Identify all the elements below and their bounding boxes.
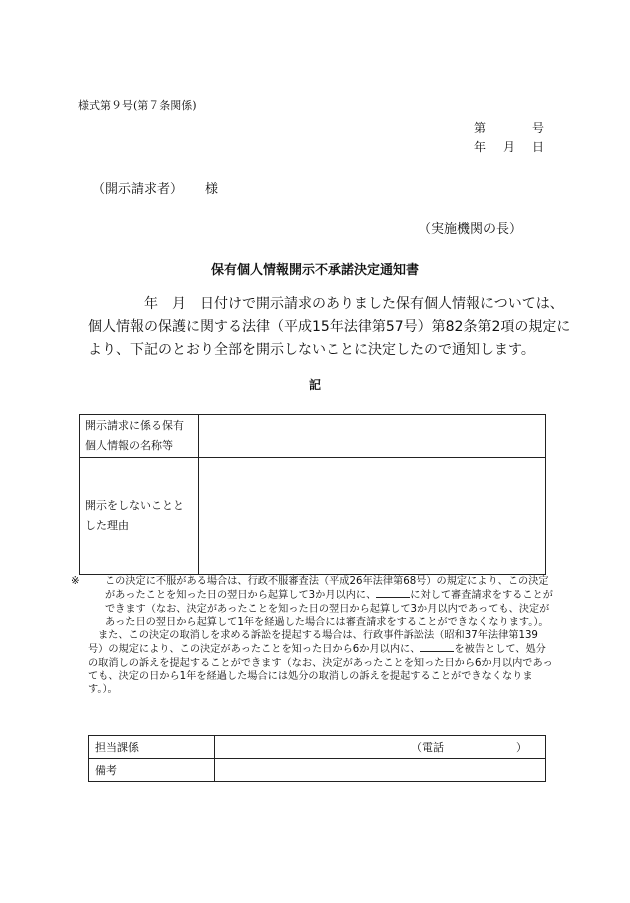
reason-value (199, 458, 546, 575)
table-row (80, 415, 546, 458)
table-row (89, 759, 546, 782)
remarks-label: 備考 (89, 759, 215, 782)
table-row (89, 736, 546, 759)
personal-info-name-value (199, 415, 546, 458)
date-month: 月 (502, 140, 515, 154)
label-line: 開示をしないことと (85, 499, 184, 512)
addressee (92, 178, 218, 197)
contact-table (88, 735, 546, 782)
date-day: 日 (531, 140, 544, 154)
ki-heading: 記 (308, 378, 321, 392)
body-line: より、下記のとおり全部を開示しないことに決定したので通知します。 (88, 342, 535, 358)
note-text: に対して審査請求をすることができます（なお、決定があったことを知った日の翌日から起算して3か月以内であっても、決定があった日の翌日から起算して1年を経過した場合には審査請求をすることができなくなります。）。 (105, 590, 553, 628)
document-date (474, 138, 544, 155)
note-lawsuit (88, 629, 553, 696)
doc-no-prefix: 第 (474, 121, 487, 135)
tel-open: （電話 (411, 741, 444, 754)
table-row (80, 458, 546, 575)
note-appeal (71, 575, 553, 629)
dept-label: 担当課係 (89, 736, 215, 759)
note-text: を被告として、処分の取消しの訴えを提起することができます（なお、決定があったことを知った日から6か月以内であっても、決定の日から1年を経過した場合には処分の取消しの訴えを提起することができなくなります。）。 (88, 644, 553, 696)
issuer: （実施機関の長） (418, 222, 523, 237)
requester-label: （開示請求者） (92, 182, 184, 197)
blank-line (376, 588, 410, 598)
body-line: 年 月 日付けで開示請求のありました保有個人情報については、 (88, 296, 564, 312)
phone-field (221, 739, 539, 755)
label-line: 開示請求に係る保有 (85, 419, 184, 432)
body-line: 個人情報の保護に関する法律（平成15年法律第57号）第82条第2項の規定に (88, 319, 571, 335)
notice-body (88, 293, 571, 362)
label-line: した理由 (85, 519, 129, 532)
notes (71, 575, 553, 697)
document-title: 保有個人情報開示不承諾決定通知書 (210, 263, 419, 278)
personal-info-name-label (80, 415, 199, 458)
form-number: 様式第９号(第７条関係) (78, 99, 197, 112)
remarks-value (215, 759, 546, 782)
label-line: 個人情報の名称等 (85, 439, 173, 452)
blank-line (420, 642, 454, 652)
note-mark: ※ (71, 576, 80, 587)
note-text: また、この決定の取消しを求める訴訟を提起する場合は、行政事件訴訟法（昭和37年法律第139号）の規定により、この決定があったことを知った日から6か月以内に、 (88, 630, 538, 656)
dept-value (215, 736, 546, 759)
reason-label (80, 458, 199, 575)
doc-no-suffix: 号 (531, 121, 544, 135)
tel-close: ） (516, 741, 527, 754)
info-table (79, 414, 546, 575)
note-text: この決定に不服がある場合は、行政不服審査法（平成26年法律第68号）の規定により、この決定があったことを知った日の翌日から起算して3か月以内に、 (105, 576, 549, 602)
document-number (474, 119, 544, 138)
honorific: 様 (205, 182, 219, 197)
date-year: 年 (474, 140, 487, 154)
